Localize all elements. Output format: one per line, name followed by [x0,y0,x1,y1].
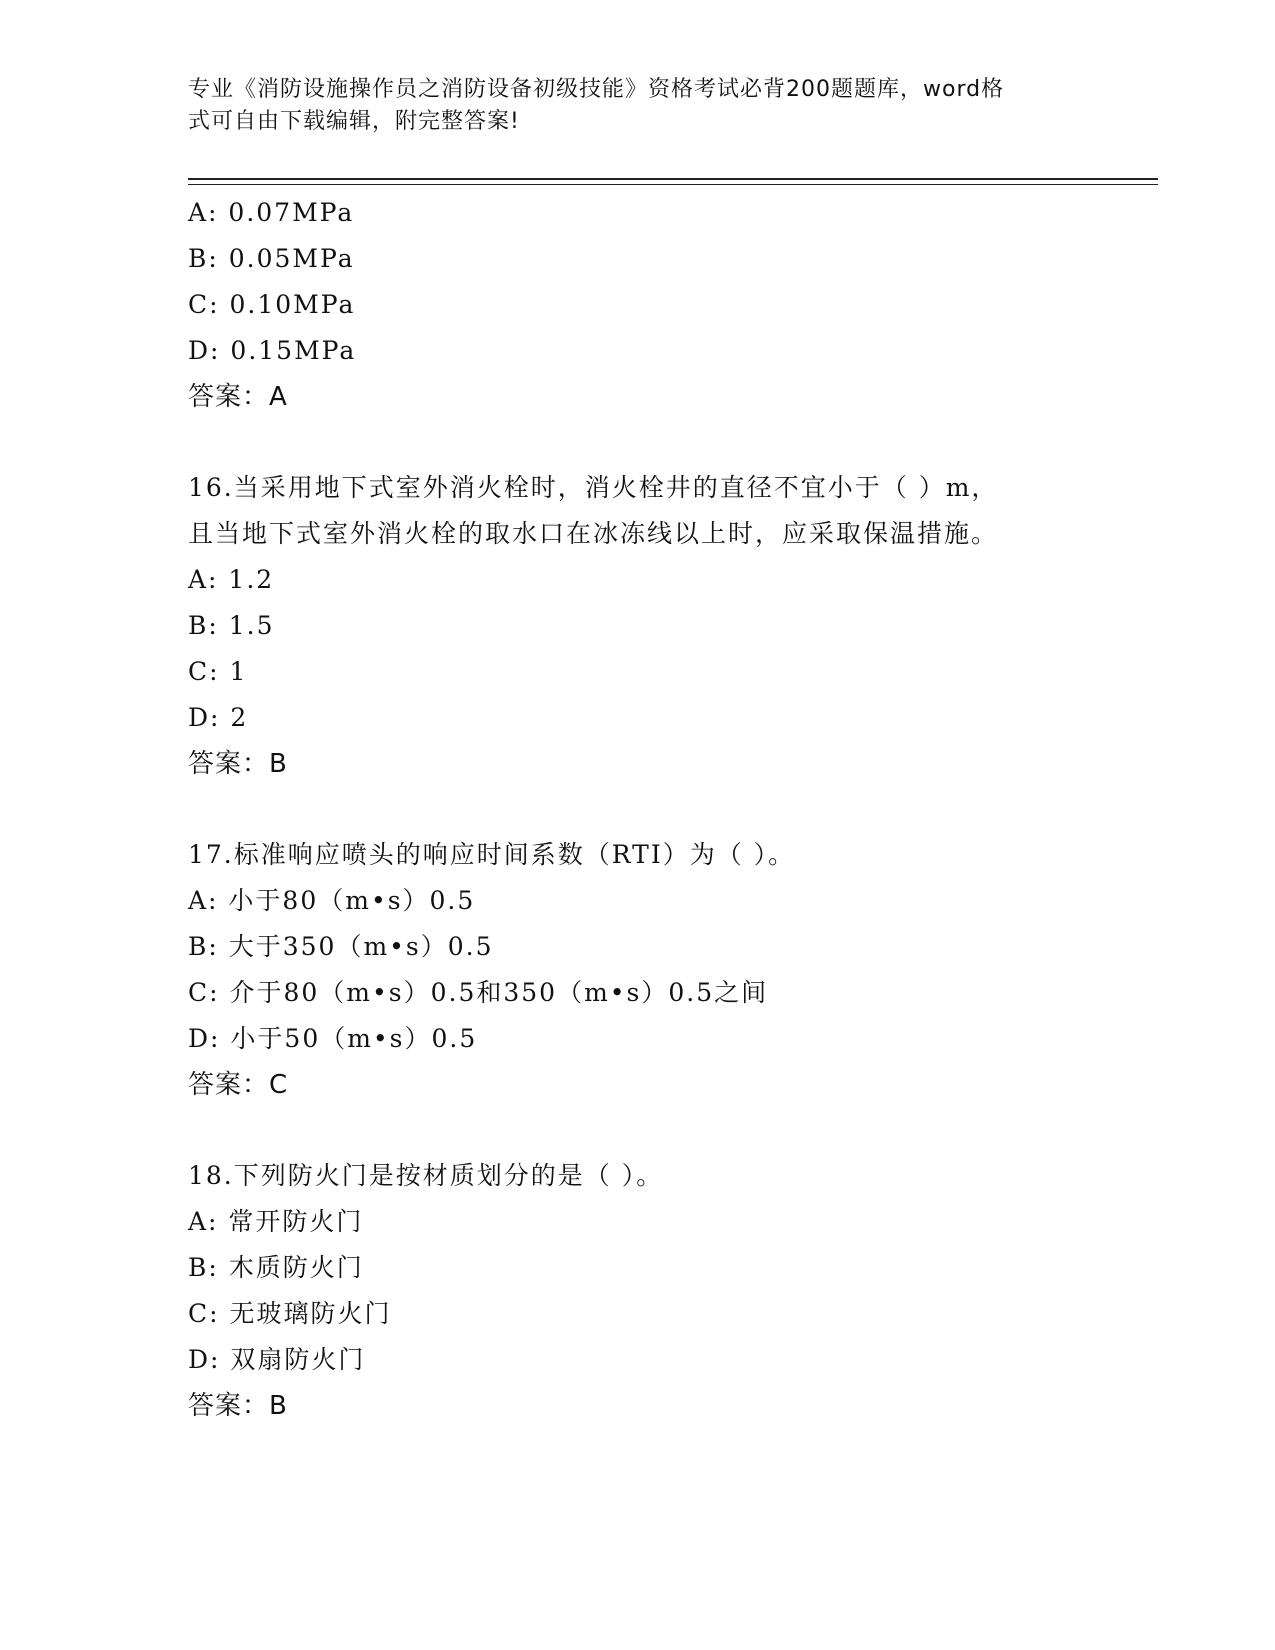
header-rule-thin [188,184,1158,185]
question-18 [188,1153,1148,1429]
option-b: B: 1.5 [188,611,275,640]
question-list [188,190,1148,1429]
question-stem: 17.标准响应喷头的响应时间系数（RTI）为（ ）。 [188,840,796,869]
option-d: D: 小于50（m•s）0.5 [188,1024,478,1053]
question-stem: 16.当采用地下式室外消火栓时，消火栓井的直径不宜小于（ ）m， [188,473,999,502]
option-b: B: 大于350（m•s）0.5 [188,932,494,961]
question-16 [188,465,1148,787]
answer: 答案：B [188,749,288,779]
option-a: A: 小于80（m•s）0.5 [188,886,476,915]
option-c: C: 0.10MPa [188,290,356,319]
answer: 答案：C [188,1070,289,1100]
question-stem: 18.下列防火门是按材质划分的是（ ）。 [188,1161,664,1190]
header-rule-thick [188,178,1158,180]
header-line-2: 式可自由下载编辑，附完整答案! [188,109,520,134]
question-15 [188,190,1148,420]
header-line-1: 专业《消防设施操作员之消防设备初级技能》资格考试必背200题题库，word格 [188,77,1005,102]
option-d: D: 0.15MPa [188,336,357,365]
document-header [188,74,1068,138]
option-c: C: 介于80（m•s）0.5和350（m•s）0.5之间 [188,978,769,1007]
question-17 [188,832,1148,1108]
option-c: C: 无玻璃防火门 [188,1299,392,1328]
option-a: A: 1.2 [188,565,275,594]
option-d: D: 双扇防火门 [188,1345,366,1374]
option-b: B: 木质防火门 [188,1253,364,1282]
option-b: B: 0.05MPa [188,244,355,273]
question-stem-continued: 且当地下式室外消火栓的取水口在冰冻线以上时，应采取保温措施。 [188,519,999,548]
option-c: C: 1 [188,657,248,686]
option-a: A: 0.07MPa [188,198,355,227]
answer: 答案：B [188,1391,288,1421]
option-a: A: 常开防火门 [188,1207,364,1236]
answer: 答案：A [188,382,288,412]
option-d: D: 2 [188,703,249,732]
